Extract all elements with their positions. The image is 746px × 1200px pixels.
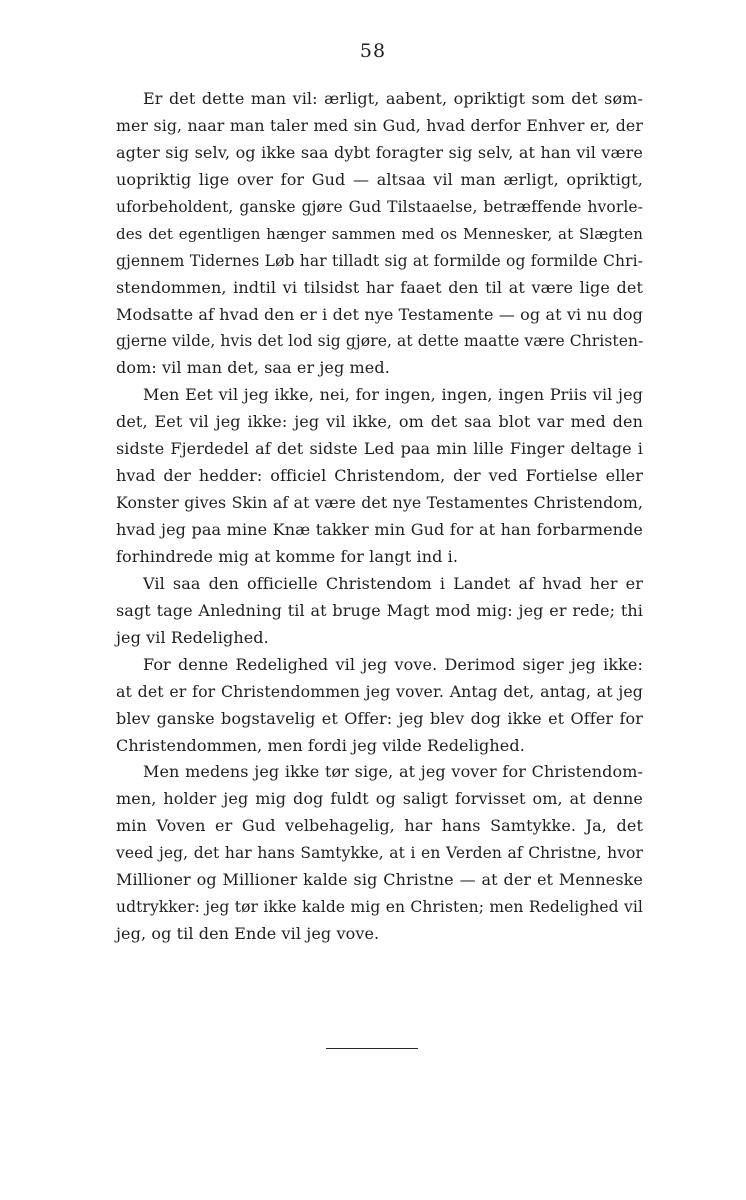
paragraph [116, 571, 643, 652]
text-line: For denne Redelighed vil jeg vove. Derimod siger jeg ikke: [143, 654, 643, 674]
paragraph [116, 86, 643, 382]
text-line: min Voven er Gud velbehagelig, har hans Samtykke. Ja, det [116, 816, 643, 836]
text-line: stendommen, indtil vi tilsidst har faaet den til at være lige det [116, 277, 643, 297]
text-line: des det egentligen hænger sammen med os Mennesker, at Slægten [116, 224, 643, 243]
text-line: Vil saa den officielle Christendom i Landet af hvad her er [143, 573, 643, 593]
text-line: uforbeholdent, ganske gjøre Gud Tilstaaelse, betræffende hvorle- [116, 197, 643, 216]
text-line: forhindrede mig at komme for langt ind i. [116, 546, 459, 566]
text-line: sagt tage Anledning til at bruge Magt mod mig: jeg er rede; thi [116, 600, 643, 620]
text-line: sidste Fjerdedel af det sidste Led paa min lille Finger deltage i [116, 439, 643, 459]
text-line: blev ganske bogstavelig et Offer: jeg blev dog ikke et Offer for [116, 708, 643, 728]
text-line: jeg, og til den Ende vil jeg vove. [116, 924, 380, 944]
text-line: at det er for Christendommen jeg vover. Antag det, antag, at jeg [116, 681, 643, 701]
text-line: Men medens jeg ikke tør sige, at jeg vover for Christendom- [143, 762, 643, 782]
text-line: hvad der hedder: officiel Christendom, der ved Fortielse eller [116, 466, 643, 486]
body-text [116, 86, 643, 948]
text-line: Christendommen, men fordi jeg vilde Redelighed. [116, 735, 525, 755]
text-line: men, holder jeg mig dog fuldt og saligt forvisset om, at denne [116, 789, 643, 809]
text-line: Men Eet vil jeg ikke, nei, for ingen, ingen, ingen Priis vil jeg [143, 385, 643, 405]
text-line: gjerne vilde, hvis det lod sig gjøre, at dette maatte være Christen- [116, 332, 644, 351]
page-number: 58 [359, 40, 387, 62]
text-line: veed jeg, det har hans Samtykke, at i en Verden af Christne, hvor [116, 844, 643, 863]
text-line: jeg vil Redelighed. [116, 627, 269, 647]
end-rule [326, 1048, 418, 1049]
text-line: agter sig selv, og ikke saa dybt foragter sig selv, at han vil være [116, 142, 643, 162]
text-line: gjennem Tidernes Løb har tilladt sig at formilde og formilde Chri- [116, 251, 643, 270]
text-line: mer sig, naar man taler med sin Gud, hvad derfor Enhver er, der [116, 115, 643, 135]
paragraph [116, 759, 643, 948]
text-line: Millioner og Millioner kalde sig Christne — at der et Menneske [116, 870, 643, 890]
paragraph [116, 382, 643, 571]
text-line: hvad jeg paa mine Knæ takker min Gud for at han forbarmende [116, 520, 643, 539]
text-line: uopriktig lige over for Gud — altsaa vil man ærligt, opriktigt, [116, 169, 643, 189]
text-line: det, Eet vil jeg ikke: jeg vil ikke, om det saa blot var med den [116, 412, 643, 432]
text-line: Modsatte af hvad den er i det nye Testamente — og at vi nu dog [116, 304, 643, 324]
text-line: udtrykker: jeg tør ikke kalde mig en Christen; men Redelighed vil [116, 898, 643, 917]
text-line: Er det dette man vil: ærligt, aabent, opriktigt som det søm- [143, 89, 643, 108]
text-line: Konster gives Skin af at være det nye Testamentes Christendom, [116, 493, 643, 513]
text-line: dom: vil man det, saa er jeg med. [116, 358, 390, 378]
paragraph [116, 652, 643, 760]
